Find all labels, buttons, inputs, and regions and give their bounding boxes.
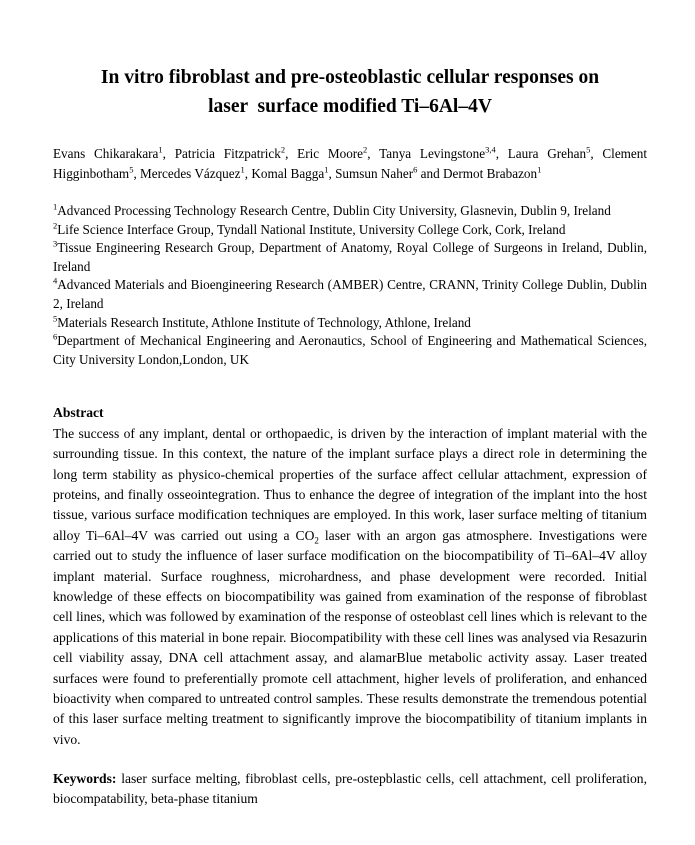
author-name: Dermot Brabazon <box>443 166 538 181</box>
affiliation-text: Life Science Interface Group, Tyndall National Institute, University College Cork, Cork, Ireland <box>57 221 566 237</box>
author-affiliation-mark: 5 <box>586 144 591 155</box>
author-affiliation-mark: 1 <box>240 164 245 175</box>
abstract-body <box>53 424 647 751</box>
affiliation-item <box>53 202 647 221</box>
author-name: Clement Higginbotham <box>53 146 648 181</box>
author-affiliation-mark: 3,4 <box>485 144 496 155</box>
paper-title <box>53 0 647 121</box>
affiliation-text: Advanced Processing Technology Research Centre, Dublin City University, Glasnevin, Dublin 9, Ireland <box>57 203 611 218</box>
author-name: Komal Bagga <box>251 166 325 181</box>
affiliation-number: 5 <box>53 313 58 324</box>
author-affiliation-mark: 1 <box>158 144 163 155</box>
co2-subscript: 2 <box>314 535 319 546</box>
keywords-label: Keywords: <box>53 771 117 787</box>
keywords-section <box>53 769 647 809</box>
author-name: Sumsun Naher <box>335 166 414 181</box>
author-affiliation-mark: 2 <box>363 144 368 155</box>
keywords-text: laser surface melting, fibroblast cells, pre-ostepblastic cells, cell attachment, cell proliferation, biocompatability, beta-phase titanium <box>53 771 647 807</box>
affiliation-number: 6 <box>53 331 58 342</box>
affiliation-number: 2 <box>53 220 58 231</box>
paper-title-line-2: laser surface modified Ti–6Al–4V <box>208 96 492 117</box>
affiliation-text: Department of Mechanical Engineering and Aeronautics, School of Engineering and Mathematical Sciences, City University London,London, UK <box>53 333 647 367</box>
affiliation-number: 3 <box>53 238 58 249</box>
author-affiliation-mark: 2 <box>280 144 286 155</box>
affiliation-item <box>53 276 647 313</box>
affiliation-list <box>53 202 647 369</box>
affiliation-item <box>53 239 647 276</box>
author-name: Evans Chikarakara <box>53 146 159 161</box>
paper-title-line-1: In vitro fibroblast and pre-osteoblastic cellular responses on <box>100 67 600 88</box>
abstract-text-part-1: The success of any implant, dental or orthopaedic, is driven by the interaction of implant material with the surrounding tissue. In this context, the nature of the implant surface plays a direct role in determining the long term stability as physico-chemical properties of the surface affect cellular attachment, expression of proteins, and finally osseointegration. Thus to enhance the degree of integration of the implant into the host tissue, various surface modification techniques are employed. In this work, laser surface melting of titanium alloy Ti–6Al–4V was carried out using a CO <box>53 425 647 543</box>
affiliation-item <box>53 314 647 333</box>
author-name: Eric Moore <box>297 146 364 161</box>
author-name: Tanya Levingstone <box>379 146 486 161</box>
affiliation-text: Advanced Materials and Bioengineering Research (AMBER) Centre, CRANN, Trinity College Dublin, Dublin 2, Ireland <box>53 277 647 311</box>
author-affiliation-mark: 6 <box>413 164 418 175</box>
abstract-heading: Abstract <box>53 405 104 421</box>
author-affiliation-mark: 1 <box>324 164 329 175</box>
affiliation-text: Materials Research Institute, Athlone Institute of Technology, Athlone, Ireland <box>57 314 471 330</box>
author-name: Patricia Fitzpatrick <box>174 146 281 161</box>
author-affiliation-mark: 5 <box>129 164 134 175</box>
affiliation-number: 4 <box>53 275 58 286</box>
affiliation-number: 1 <box>53 201 58 212</box>
author-list: Evans Chikarakara$^1$, Patricia Fitzpatrick$^2$, Eric Moore$^2$, Tanya Levingstone$^{3,4}$, Laura Grehan$^5$, Clement Higginbotham$^5$, Mercedes Vázquez$^1$, Komal Bagga$^1$, Sumsun Naher$^6$ and Dermot Brabazon$^1$ <box>53 144 648 181</box>
affiliation-item <box>53 221 647 240</box>
abstract-section <box>53 403 647 750</box>
author-name: Mercedes Vázquez <box>140 166 241 181</box>
abstract-text-part-2: laser with an argon gas atmosphere. Investigations were carried out to study the influence of laser surface modification on the biocompatibility of Ti–6Al–4V alloy implant material. Surface roughness, microhardness, and phase development were recorded. Initial knowledge of these effects on biocompatibility was gained from examination of the response of fibroblast cell lines, which was followed by examination of the response of osteoblast cell lines which is relevant to the applications of this material in bone repair. Biocompatibility with these cell lines was analysed via Resazurin cell viability assay, DNA cell attachment assay, and alamarBlue metabolic activity assay. Laser treated surfaces were found to preferentially promote cell attachment, higher levels of proliferation, and enhanced bioactivity when compared to untreated control samples. These results demonstrate the tremendous potential of this laser surface melting treatment to significantly improve the biocompatibility of titanium implants in vivo. <box>53 527 648 747</box>
author-affiliation-mark: 1 <box>537 164 542 175</box>
author-name: Laura Grehan <box>507 146 587 161</box>
affiliation-item <box>53 332 647 369</box>
affiliation-text: Tissue Engineering Research Group, Department of Anatomy, Royal College of Surgeons in Ireland, Dublin, Ireland <box>53 240 647 274</box>
